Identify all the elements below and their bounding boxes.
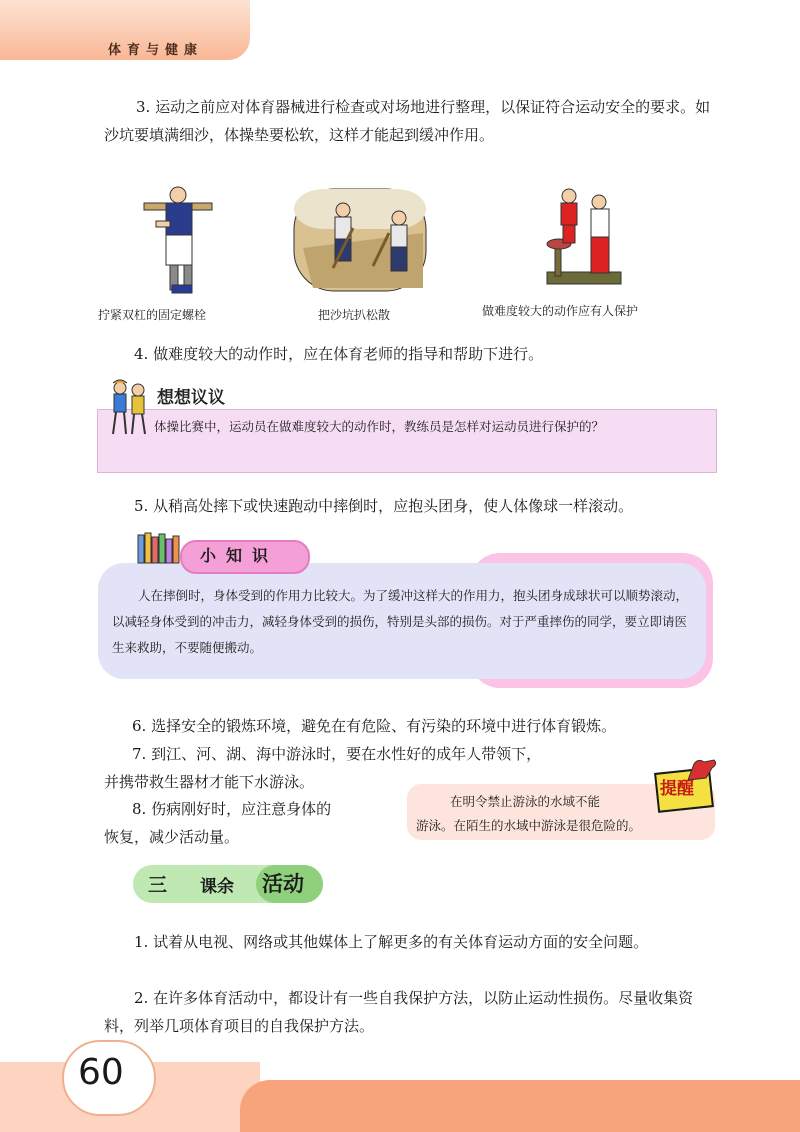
- caption-spotting: 做难度较大的动作应有人保护: [482, 304, 639, 318]
- section-number: 三: [148, 874, 168, 896]
- section-title-part2: 活动: [262, 872, 304, 896]
- caption-parallel-bars: 拧紧双杠的固定螺栓: [98, 308, 207, 322]
- knowledge-text: 人在摔倒时，身体受到的作用力比较大。为了缓冲这样大的作用力，抱头团身成球状可以顺势滚动，以减轻身体受到的冲击力，减轻身体受到的损伤，特别是头部的损伤。对于严重摔伤的同学，要立即请医生来救助，不要随便搬动。: [112, 588, 689, 655]
- footer-band: [240, 1080, 800, 1132]
- caption-sandpit: 把沙坑扒松散: [318, 308, 391, 322]
- spotting-illustration: [537, 186, 629, 296]
- item-8-line1: 8. 伤病刚好时，应注意身体的: [132, 800, 332, 818]
- item-5: 5. 从稍高处摔下或快速跑动中摔倒时，应抱头团身，使人体像球一样滚动。: [134, 497, 634, 515]
- books-icon: [137, 531, 183, 565]
- think-title: 想想议议: [157, 388, 225, 408]
- reminder-badge-label: 提醒: [660, 779, 694, 799]
- running-header: 体育与健康: [108, 43, 204, 58]
- section-title-part1: 课余: [200, 877, 234, 897]
- page-number: 60: [78, 1052, 124, 1093]
- reminder-line1: 在明令禁止游泳的水域不能: [450, 794, 601, 809]
- activity-2: 2. 在许多体育活动中，都设计有一些自我保护方法，以防止运动性损伤。尽量收集资料，列举几项体育项目的自我保护方法。: [104, 989, 694, 1035]
- item-4: 4. 做难度较大的动作时，应在体育老师的指导和帮助下进行。: [134, 345, 544, 363]
- item-3: 3. 运动之前应对体育器械进行检查或对场地进行整理，以保证符合运动安全的要求。如沙坑要填满细沙，体操垫要松软，这样才能起到缓冲作用。: [104, 98, 711, 144]
- reminder-line2: 游泳。在陌生的水域中游泳是很危险的。: [416, 818, 642, 833]
- activity-1: 1. 试着从电视、网络或其他媒体上了解更多的有关体育运动方面的安全问题。: [134, 933, 649, 951]
- sandpit-illustration: [293, 188, 427, 292]
- item-7-line2: 并携带救生器材才能下水游泳。: [104, 773, 315, 791]
- item-8-line2: 恢复，减少活动量。: [104, 828, 240, 846]
- item-6: 6. 选择安全的锻炼环境，避免在有危险、有污染的环境中进行体育锻炼。: [132, 717, 617, 735]
- think-text: 体操比赛中，运动员在做难度较大的动作时，教练员是怎样对运动员进行保护的？: [154, 419, 605, 434]
- knowledge-label: 小知识: [200, 546, 279, 565]
- parallel-bars-illustration: [140, 185, 220, 297]
- item-7-line1: 7. 到江、河、湖、海中游泳时，要在水性好的成年人带领下，: [132, 745, 542, 763]
